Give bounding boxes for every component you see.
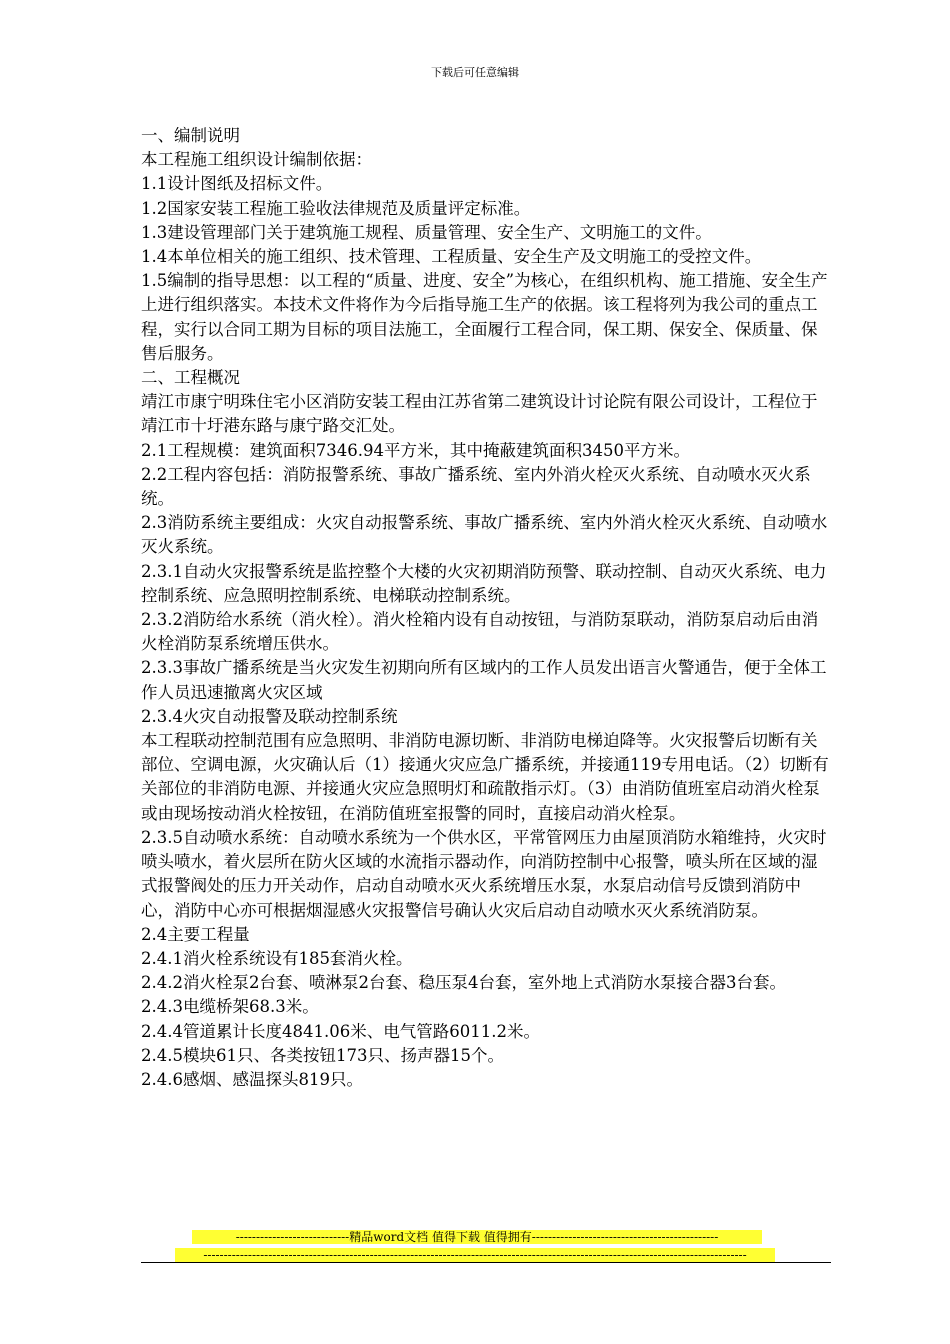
paragraph-2-3-3: 2.3.3事故广播系统是当火灾发生初期向所有区域内的工作人员发出语言火警通告，便于全体工作人员迅速撤离火灾区域 bbox=[141, 658, 827, 702]
page-header: 下载后可任意编辑 bbox=[431, 66, 519, 79]
paragraph-2-4-6: 2.4.6感烟、感温探头819只。 bbox=[141, 1069, 363, 1089]
paragraph-linkage-control: 本工程联动控制范围有应急照明、非消防电源切断、非消防电梯迫降等。火灾报警后切断有关部位、空调电源，火灾确认后（1）接通火灾应急广播系统，并接通119专用电话。（2）切断有关部位的非消防电源、并接通火灾应急照明灯和疏散指示灯。（3）由消防值班室启动消火栓泵或由现场按动消火栓按钮，在消防值班室报警的同时，直接启动消火栓泵。 bbox=[141, 731, 829, 823]
footer-banner-line-1: ----------------------------精品word文档 值得下载 值得拥有---------------------------------------------- bbox=[192, 1230, 762, 1244]
paragraph-1-3: 1.3建设管理部门关于建筑施工规程、质量管理、安全生产、文明施工的文件。 bbox=[141, 222, 712, 242]
paragraph-2-4-4: 2.4.4管道累计长度4841.06米、电气管路6011.2米。 bbox=[141, 1021, 540, 1041]
paragraph-2-4-3: 2.4.3电缆桥架68.3米。 bbox=[141, 997, 319, 1017]
paragraph-2-3-1: 2.3.1自动火灾报警系统是监控整个大楼的火灾初期消防预警、联动控制、自动灭火系统、电力控制系统、应急照明控制系统、电梯联动控制系统。 bbox=[141, 561, 827, 605]
footer-banner bbox=[0, 1230, 950, 1265]
paragraph-2-4-2: 2.4.2消火栓泵2台套、喷淋泵2台套、稳压泵4台套，室外地上式消防水泵接合器3台套。 bbox=[141, 973, 786, 993]
paragraph-2-3: 2.3消防系统主要组成：火灾自动报警系统、事故广播系统、室内外消火栓灭火系统、自动喷水灭火系统。 bbox=[141, 513, 828, 557]
document-body bbox=[141, 124, 831, 1092]
paragraph-1-1: 1.1设计图纸及招标文件。 bbox=[141, 174, 333, 194]
section-heading-overview: 二、工程概况 bbox=[141, 368, 240, 388]
paragraph-2-3-5: 2.3.5自动喷水系统：自动喷水系统为一个供水区，平常管网压力由屋顶消防水箱维持，火灾时喷头喷水，着火层所在防火区域的水流指示器动作，向消防控制中心报警，喷头所在区域的湿式报警阀处的压力开关动作，启动自动喷水灭火系统增压水泵，水泵启动信号反馈到消防中心，消防中心亦可根据烟湿感火灾报警信号确认火灾后启动自动喷水灭火系统消防泵。 bbox=[141, 827, 827, 920]
paragraph-2-2: 2.2工程内容包括：消防报警系统、事故广播系统、室内外消火栓灭火系统、自动喷水灭火系统。 bbox=[141, 464, 811, 509]
paragraph-2-3-4: 2.3.4火灾自动报警及联动控制系统 bbox=[141, 706, 398, 726]
paragraph-1-5: 1.5编制的指导思想：以工程的“质量、进度、安全”为核心，在组织机构、施工措施、安全生产上进行组织落实。本技术文件将作为今后指导施工生产的依据。该工程将列为我公司的重点工程，实行以合同工期为目标的项目法施工，全面履行工程合同，保工期、保安全、保质量、保售后服务。 bbox=[141, 271, 828, 363]
paragraph-basis-intro: 本工程施工组织设计编制依据： bbox=[141, 150, 372, 170]
paragraph-1-4: 1.4本单位相关的施工组织、技术管理、工程质量、安全生产及文明施工的受控文件。 bbox=[141, 247, 762, 267]
paragraph-2-3-2: 2.3.2消防给水系统（消火栓）。消火栓箱内设有自动按钮，与消防泵联动，消防泵启动后由消火栓消防泵系统增压供水。 bbox=[141, 610, 819, 654]
paragraph-2-4-1: 2.4.1消火栓系统设有185套消火栓。 bbox=[141, 948, 413, 968]
paragraph-1-2: 1.2国家安装工程施工验收法律规范及质量评定标准。 bbox=[141, 198, 531, 218]
paragraph-2-4: 2.4主要工程量 bbox=[141, 924, 250, 944]
footer-banner-line-2: -------------------------------------------------------------------------------------------------------------------------------------- bbox=[175, 1248, 775, 1262]
paragraph-2-1: 2.1工程规模：建筑面积7346.94平方米，其中掩蔽建筑面积3450平方米。 bbox=[141, 440, 690, 460]
section-heading-compilation: 一、编制说明 bbox=[141, 126, 240, 145]
footer-divider bbox=[141, 1262, 831, 1263]
paragraph-project-intro: 靖江市康宁明珠住宅小区消防安装工程由江苏省第二建筑设计讨论院有限公司设计，工程位于靖江市十圩港东路与康宁路交汇处。 bbox=[141, 392, 818, 436]
paragraph-2-4-5: 2.4.5模块61只、各类按钮173只、扬声器15个。 bbox=[141, 1045, 504, 1065]
